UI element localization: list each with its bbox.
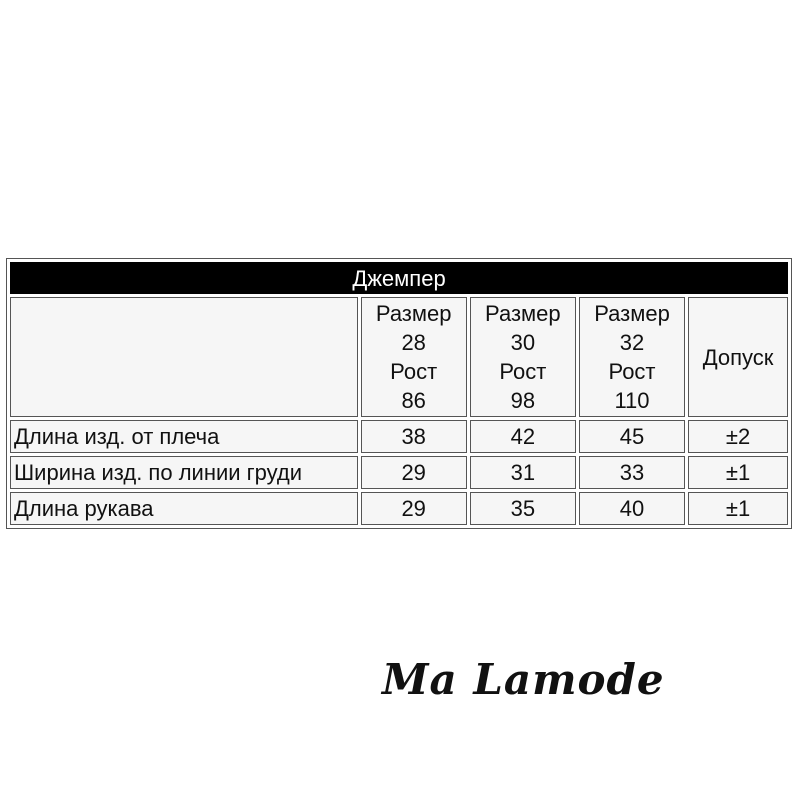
table-cell: 29	[361, 492, 467, 525]
table-cell: 29	[361, 456, 467, 489]
tolerance-header: Допуск	[688, 297, 788, 417]
size-value: 28	[401, 330, 426, 355]
table-row	[10, 492, 788, 525]
size-value: 32	[619, 330, 645, 355]
size-header-32	[579, 297, 685, 417]
height-label: Рост	[608, 359, 656, 384]
height-value: 110	[614, 388, 650, 413]
table-header-row	[10, 297, 788, 417]
table-cell: 33	[579, 456, 685, 489]
table-cell: 45	[579, 420, 685, 453]
size-header-30	[470, 297, 576, 417]
height-label: Рост	[390, 359, 438, 384]
empty-header-cell	[10, 297, 358, 417]
size-header-28	[361, 297, 467, 417]
table-cell: 31	[470, 456, 576, 489]
height-label: Рост	[499, 359, 547, 384]
table-title: Джемпер	[10, 262, 788, 294]
tolerance-cell: ±2	[688, 420, 788, 453]
size-label: Размер	[594, 301, 670, 326]
size-chart-table	[6, 258, 792, 529]
table-title-row	[10, 262, 788, 294]
table-cell: 40	[579, 492, 685, 525]
tolerance-cell: ±1	[688, 456, 788, 489]
brand-logo	[378, 650, 665, 714]
row-label: Длина изд. от плеча	[10, 420, 358, 453]
height-value: 98	[510, 388, 536, 413]
brand-logo-text: Ma Lamode	[382, 655, 665, 704]
height-value: 86	[401, 388, 426, 413]
table-row	[10, 456, 788, 489]
tolerance-cell: ±1	[688, 492, 788, 525]
size-value: 30	[510, 330, 536, 355]
row-label: Длина рукава	[10, 492, 358, 525]
table-cell: 35	[470, 492, 576, 525]
row-label: Ширина изд. по линии груди	[10, 456, 358, 489]
table-row	[10, 420, 788, 453]
table-cell: 38	[361, 420, 467, 453]
size-label: Размер	[375, 301, 452, 326]
table-cell: 42	[470, 420, 576, 453]
size-label: Размер	[485, 301, 561, 326]
